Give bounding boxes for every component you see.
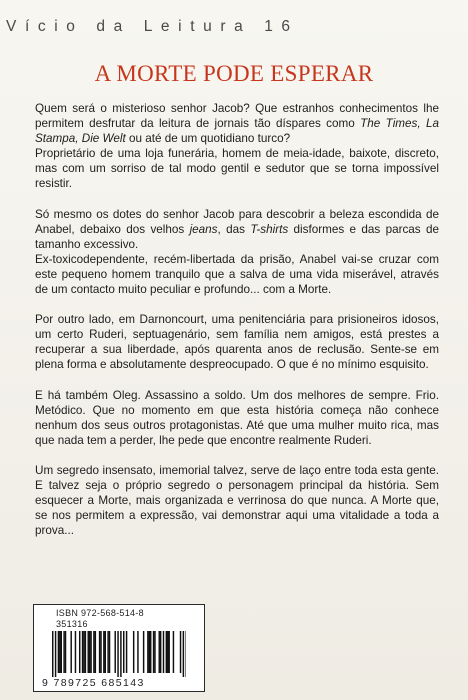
barcode-bar <box>166 631 167 673</box>
barcode-bar <box>143 631 144 673</box>
barcode-bar <box>85 631 86 673</box>
blurb-paragraph-6: E há também Oleg. Assassino a soldo. Um dos melhores de sempre. Frio. Metódico. Que no momento em que esta história começa não conhece nenhum dos seus outros protagonistas. Até que uma mulher muito rica, mas que nada tem a perder, lhe pede que encontre realmente Ruderi. <box>35 388 439 447</box>
barcode-bar <box>168 631 169 673</box>
barcode-bar <box>75 631 76 673</box>
barcode-bar <box>79 631 80 673</box>
barcode-bar <box>89 631 90 673</box>
barcode-bar <box>93 631 94 673</box>
blurb-paragraph-5: Por outro lado, em Darnoncourt, uma penitenciária para prisioneiros idosos, um certo Ruderi, septuagenário, sem família nem amigos, está prestes a recuperar a sua liberdade, após quarenta anos de reclusão. Sente-se em plena forma e absolutamente despreocupado. O que é no mínimo esquisito. <box>35 313 439 372</box>
series-header: Vício da Leitura 16 <box>6 18 299 35</box>
barcode-bar <box>150 631 151 673</box>
barcode-bar <box>185 631 186 677</box>
barcode-bar <box>100 631 101 673</box>
barcode-bar <box>180 631 181 673</box>
text-run: ou até de um quotidiano turco? <box>125 132 291 146</box>
barcode-bar <box>63 631 64 673</box>
isbn-text: ISBN 972-568-514-8 <box>56 608 144 618</box>
barcode-bar <box>103 631 104 673</box>
barcode-bar <box>90 631 91 673</box>
italic-title-run: T-shirts <box>250 222 289 236</box>
barcode-bar <box>147 631 148 673</box>
blurb-paragraph-3 <box>35 207 439 252</box>
barcode-bar <box>154 631 155 673</box>
barcode-bar <box>95 631 96 673</box>
blurb-paragraph-4: Ex-toxicodependente, recém-libertada da prisão, Anabel vai-se cruzar com este pequeno homem tranquilo que a salva de uma vida miserável, através de um contacto muito peculiar e profundo... com a Morte. <box>35 252 439 297</box>
barcode-bar <box>126 631 127 673</box>
barcode-bar <box>114 631 115 673</box>
barcode-bar <box>59 631 60 673</box>
text-run: disformes e das parcas de tamanho excessivo. <box>35 222 439 251</box>
internal-code: 351316 <box>56 619 88 629</box>
barcode-bar <box>167 631 168 673</box>
barcode-bar <box>163 631 164 673</box>
barcode-bar <box>61 631 62 673</box>
barcode-bar <box>58 631 59 673</box>
barcode-bar <box>70 631 71 673</box>
italic-title-run: jeans <box>189 222 218 236</box>
barcode-bar <box>153 631 154 673</box>
text-run: Só mesmo os dotes do senhor Jacob para descobrir a beleza escondida de Anabel, debaixo dos velhos <box>35 207 439 236</box>
blurb-paragraph-1 <box>35 101 439 146</box>
barcode-bar <box>183 631 184 677</box>
text-run: Quem será o misterioso senhor Jacob? Que estranhos conhecimentos lhe permitem desfrutar da leitura de jornais tão díspares como <box>35 102 439 131</box>
barcode-bar <box>149 631 150 673</box>
barcode-bar <box>173 631 174 673</box>
barcode-label <box>33 604 205 692</box>
barcode-bar <box>55 631 56 677</box>
barcode-bar <box>109 631 110 673</box>
barcode-bar <box>137 631 138 673</box>
blurb-paragraph-2: Proprietário de uma loja funerária, homem de meia-idade, baixote, discreto, mas com um sorriso de tal modo gentil e sedutor que se torna impossível resistir. <box>35 147 439 191</box>
barcode-bar <box>120 631 121 677</box>
blurb-paragraph-7: Um segredo insensato, imemorial talvez, serve de laço entre toda esta gente. E talvez seja o próprio segredo o personagem principal da história. Sem esquecer a Morte, mais organizada e verrinosa do que nunca. A Morte que, se nos permitem a expressão, vai demonstrar aqui uma vitalidade a toda a prova... <box>35 463 439 538</box>
barcode-bar <box>52 631 53 677</box>
barcode-bars <box>52 631 186 677</box>
barcode-bar <box>117 631 118 677</box>
book-title: A MORTE PODE ESPERAR <box>94 61 374 86</box>
barcode-bar <box>65 631 66 673</box>
barcode-bar <box>83 631 84 673</box>
barcode-bar <box>88 631 89 673</box>
barcode-bar <box>99 631 100 673</box>
ean-number: 9 789725 685143 <box>42 677 145 689</box>
barcode-bar <box>105 631 106 673</box>
italic-title-run: The Times, La Stampa, Die Welt <box>35 117 439 146</box>
blurb <box>35 101 439 538</box>
barcode-bar <box>159 631 160 673</box>
barcode-bar <box>107 631 108 673</box>
barcode-bar <box>160 631 161 673</box>
barcode-bar <box>82 631 83 673</box>
barcode-bar <box>133 631 134 673</box>
barcode-bar <box>123 631 124 673</box>
text-run: , das <box>217 222 251 236</box>
